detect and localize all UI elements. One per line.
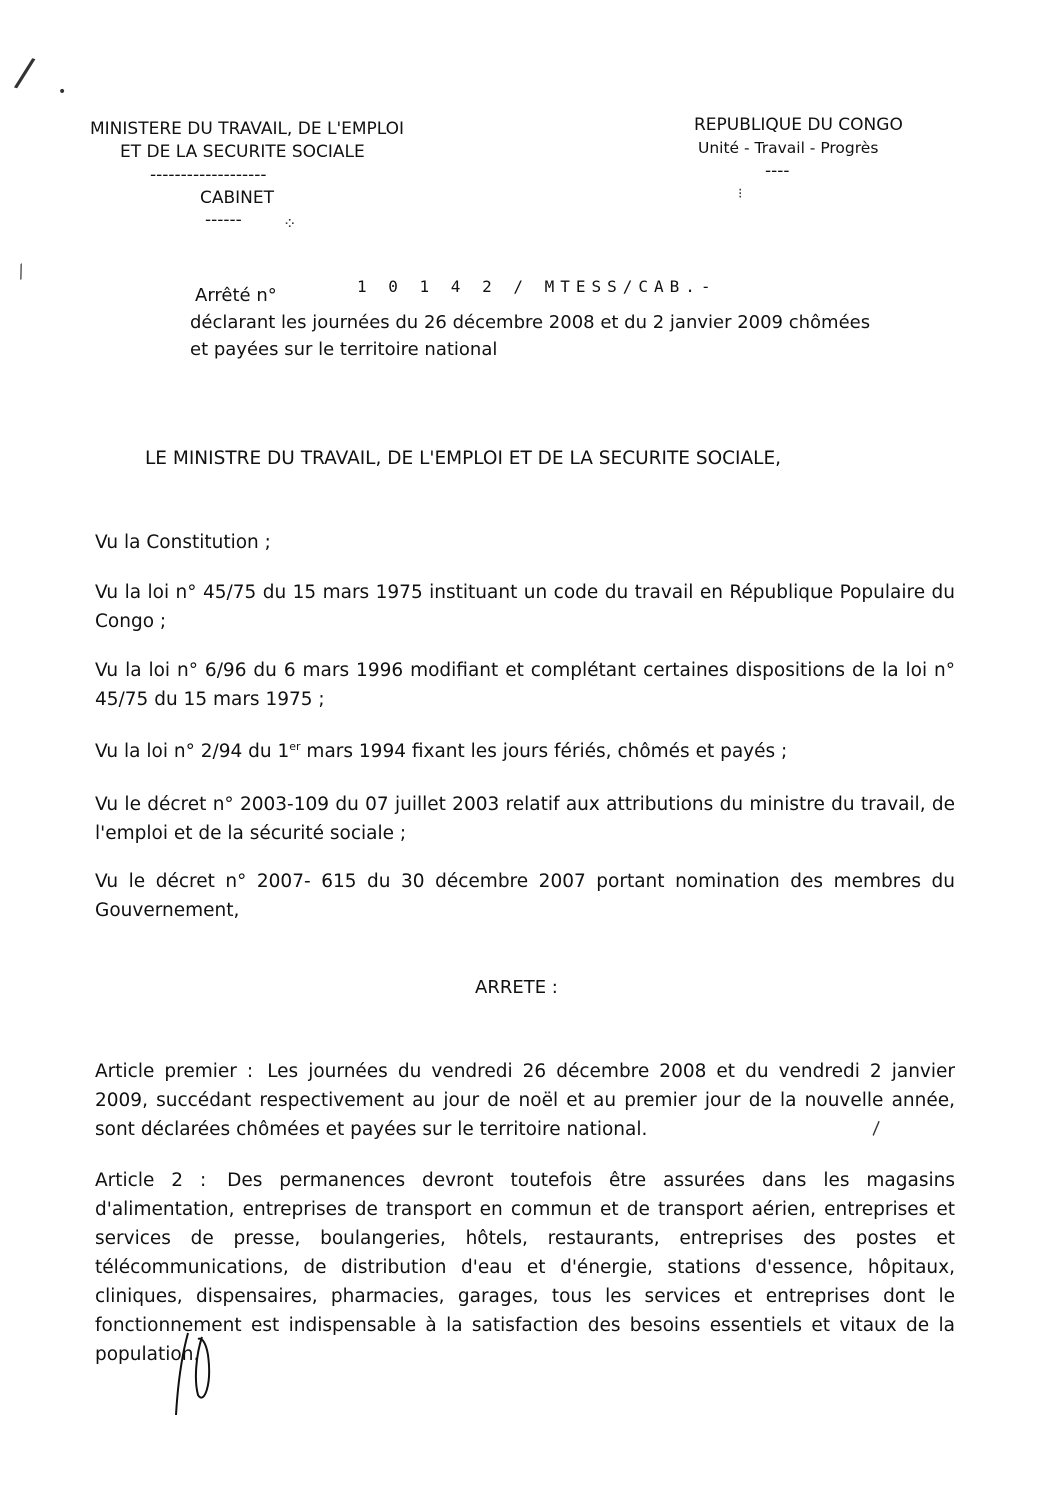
- consideration-decree-2007-615: Vu le décret n° 2007- 615 du 30 décembre 2007 portant nomination des membres du Gouvernement,: [95, 871, 955, 921]
- order-number: 1 0 1 4 2 / MTESS/CAB.-: [357, 277, 717, 296]
- ordinal-superscript: er: [289, 739, 301, 753]
- cabinet-divider: ------: [205, 210, 242, 230]
- consideration-decree-2003-109: Vu le décret n° 2003-109 du 07 juillet 2003 relatif aux attributions du ministre du travail, de l'emploi et de la sécurité sociale ;: [95, 794, 955, 844]
- scan-mark: \: [866, 1118, 886, 1139]
- arrete-heading: ARRETE :: [475, 977, 558, 998]
- ministry-name-line2: ET DE LA SECURITE SOCIALE: [120, 142, 365, 162]
- ministry-name-line1: MINISTERE DU TRAVAIL, DE L'EMPLOI: [90, 119, 405, 139]
- article-premier-label: Article premier :: [95, 1061, 254, 1082]
- consideration-law-6-96: Vu la loi n° 6/96 du 6 mars 1996 modifiant et complétant certaines dispositions de la loi n° 45/75 du 15 mars 1975 ;: [95, 660, 955, 710]
- order-title-line1: déclarant les journées du 26 décembre 2008 et du 2 janvier 2009 chômées: [190, 312, 871, 333]
- handwritten-initials: [168, 1325, 228, 1425]
- cabinet-label: CABINET: [200, 188, 275, 208]
- republic-divider: ----: [765, 161, 790, 181]
- order-title-line2: et payées sur le territoire national: [190, 339, 498, 360]
- consideration-labour-code: Vu la loi n° 45/75 du 15 mars 1975 instituant un code du travail en République Populaire du Congo ;: [95, 582, 955, 632]
- scan-mark: /: [12, 49, 38, 97]
- scan-mark: ⁄: [14, 262, 29, 283]
- header-divider: -------------------: [150, 165, 267, 185]
- article-2-label: Article 2 :: [95, 1170, 207, 1191]
- article-2-text: Des permanences devront toutefois être assurées dans les magasins d'alimentation, entreprises de transport en commun et de transport aérien, entreprises et services de presse, boulangeries, hôtels, restaurants, entreprises des postes et télécommunications, de distribution d'eau et d'énergie, stations d'essence, hôpitaux, cliniques, dispensaires, pharmacies, garages, tous les services et entreprises dont le fonctionnement est indispensable à la satisfaction des besoins essentiels et vitaux de la population.: [95, 1170, 955, 1365]
- national-motto: Unité - Travail - Progrès: [698, 139, 879, 157]
- consideration-law-2-94-start: Vu la loi n° 2/94 du 1: [95, 741, 290, 762]
- consideration-law-2-94: [95, 737, 955, 766]
- article-premier-text: Les journées du vendredi 26 décembre 2008 et du vendredi 2 janvier 2009, succédant respectivement au jour de noël et au premier jour de la nouvelle année, sont déclarées chômées et payées sur le territoire national.: [95, 1061, 955, 1140]
- minister-heading: LE MINISTRE DU TRAVAIL, DE L'EMPLOI ET DE LA SECURITE SOCIALE,: [145, 448, 782, 469]
- scan-mark: ⁘: [283, 214, 297, 233]
- scan-mark: ⁝: [738, 186, 743, 202]
- consideration-law-2-94-end: mars 1994 fixant les jours fériés, chômés et payés ;: [300, 741, 788, 762]
- republic-name: REPUBLIQUE DU CONGO: [694, 115, 903, 135]
- order-label: Arrêté n°: [195, 285, 277, 306]
- scan-dot: •: [58, 84, 67, 100]
- article-premier: [95, 1057, 955, 1144]
- consideration-constitution: Vu la Constitution ;: [95, 532, 271, 553]
